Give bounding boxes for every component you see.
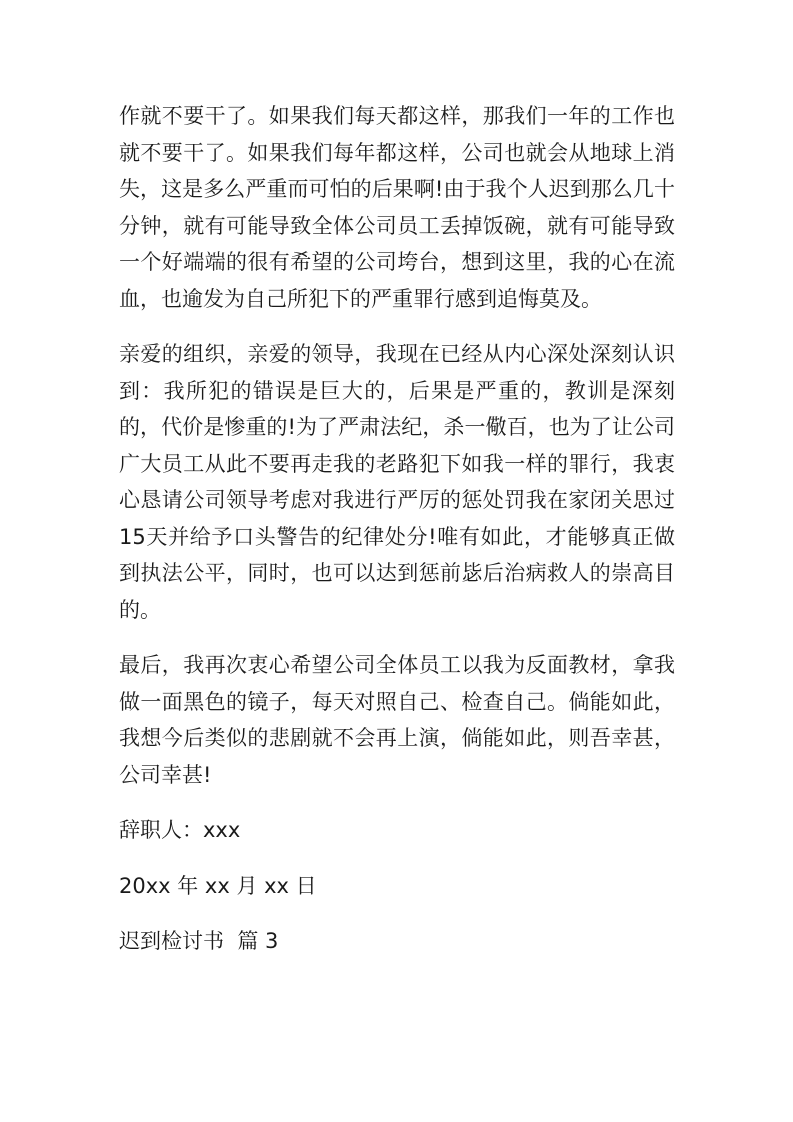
paragraph-consequences: 作就不要干了。如果我们每天都这样，那我们一年的工作也就不要干了。如果我们每年都这样，公司也就会从地球上消失，这是多么严重而可怕的后果啊!由于我个人迟到那么几十分钟，就有可能导致全体公司员工丢掉饭碗，就有可能导致一个好端端的很有希望的公司垮台，想到这里，我的心在流血，也逾发为自己所犯下的严重罪行感到追悔莫及。 (119, 104, 675, 311)
paragraph-closing: 最后，我再次衷心希望公司全体员工以我为反面教材，拿我做一面黑色的镜子，每天对照自己、检查自己。倘能如此，我想今后类似的悲剧就不会再上演，倘能如此，则吾幸甚，公司幸甚! (119, 653, 675, 787)
date-line: 20xx 年 xx 月 xx 日 (119, 873, 317, 898)
signature-line: 辞职人：xxx (119, 818, 241, 842)
next-section-heading: 迟到检讨书 篇 3 (119, 929, 279, 953)
paragraph-confession: 亲爱的组织，亲爱的领导，我现在已经从内心深处深刻认识到：我所犯的错误是巨大的，后果是严重的，教训是深刻的，代价是惨重的!为了严肃法纪，杀一儆百，也为了让公司广大员工从此不要再走我的老路犯下如我一样的罪行，我衷心恳请公司领导考虑对我进行严厉的惩处罚我在家闭关思过15天并给予口头警告的纪律处分!唯有如此，才能够真正做到执法公平，同时，也可以达到惩前毖后治病救人的崇高目的。 (119, 342, 675, 622)
document-body (119, 98, 675, 979)
